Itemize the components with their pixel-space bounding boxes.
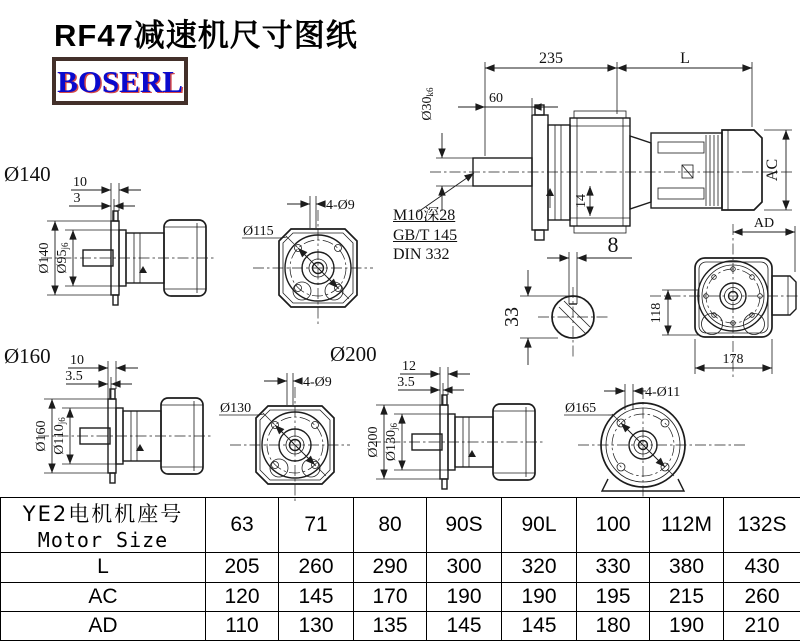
cell: 130 <box>279 611 354 640</box>
cell: 290 <box>354 553 427 582</box>
row-label: L <box>1 553 206 582</box>
motor-size-col: 63 <box>206 498 279 553</box>
cell: 380 <box>650 553 724 582</box>
front-view-dimensions <box>564 384 680 467</box>
dim-flange-spigot: Ø110j6 <box>52 417 67 455</box>
cell: 195 <box>577 582 650 611</box>
header-en: Motor Size <box>37 528 169 553</box>
dim-flange-spigot: Ø130j6 <box>384 422 399 462</box>
cell: 170 <box>354 582 427 611</box>
dim-118: 118 <box>649 302 664 324</box>
dim-flange-thk2: 3.5 <box>65 369 83 384</box>
dim-flange-thk1: 10 <box>73 175 87 190</box>
dim-bolt-holes: 4-Ø9 <box>303 375 332 390</box>
cell: 145 <box>502 611 577 640</box>
thread-standard-gb: GB/T 145 <box>393 226 458 244</box>
cell: 190 <box>650 611 724 640</box>
dim-flange-thk1: 10 <box>70 353 84 368</box>
cell: 260 <box>279 553 354 582</box>
cell: 215 <box>650 582 724 611</box>
dim-flange-spigot: Ø95j6 <box>55 242 70 274</box>
dim-AC: AC <box>764 158 781 182</box>
flange-130-front-view <box>202 367 352 507</box>
section-dimensions <box>501 232 632 365</box>
cell: 260 <box>724 582 800 611</box>
cell: 320 <box>502 553 577 582</box>
header-cn: YE2电机机座号 <box>22 502 184 527</box>
dim-shaft-dia: Ø30k6 <box>420 87 435 121</box>
row-label: AC <box>1 582 206 611</box>
table-row-L <box>1 553 800 582</box>
flange-140-side-view <box>33 173 218 315</box>
motor-size-col: 80 <box>354 498 427 553</box>
assembly-dimensions <box>418 50 792 216</box>
cell: 430 <box>724 553 800 582</box>
cell: 330 <box>577 553 650 582</box>
table-row-AD <box>1 611 800 640</box>
dim-bolt-holes: 4-Ø9 <box>326 198 355 213</box>
brand-logo-text: BOSERL <box>57 63 183 99</box>
motor-size-col: 132S <box>724 498 800 553</box>
dim-flange-thk2: 3.5 <box>397 375 415 390</box>
thread-standard-din: DIN 332 <box>393 246 450 263</box>
cell: 135 <box>354 611 427 640</box>
dim-60: 60 <box>489 91 503 106</box>
motor-size-col: 90S <box>427 498 502 553</box>
page-title: RF47减速机尺寸图纸 <box>54 18 358 53</box>
flange-140-label: Ø140 <box>4 162 51 186</box>
dim-235: 235 <box>539 50 563 67</box>
cell: 180 <box>577 611 650 640</box>
cell: 110 <box>206 611 279 640</box>
cell: 190 <box>427 582 502 611</box>
motor-size-col: 112M <box>650 498 724 553</box>
section-geometry <box>538 287 608 357</box>
motor-size-col: 71 <box>279 498 354 553</box>
cell: 190 <box>502 582 577 611</box>
motor-size-col: 100 <box>577 498 650 553</box>
front-view-geometry <box>578 388 746 498</box>
table-header-row <box>1 498 800 553</box>
row-label: AD <box>1 611 206 640</box>
brand-logo <box>52 57 188 105</box>
shaft-key-section <box>490 222 640 372</box>
cell: 300 <box>427 553 502 582</box>
gearbox-rear-view <box>640 212 800 382</box>
dim-bolt-holes: 4-Ø11 <box>645 385 681 400</box>
dim-bolt-circle: Ø165 <box>565 401 597 416</box>
flange-115-front-view <box>225 190 375 330</box>
dim-key-width: 8 <box>607 232 619 257</box>
cell: 205 <box>206 553 279 582</box>
dim-flange-od: Ø160 <box>34 420 49 452</box>
dim-flange-od: Ø140 <box>37 242 52 274</box>
dim-178: 178 <box>722 352 744 367</box>
flange-160-side-view <box>30 351 215 493</box>
cell: 145 <box>427 611 502 640</box>
dim-key-height: 33 <box>501 307 523 327</box>
cell: 210 <box>724 611 800 640</box>
dim-bolt-circle: Ø115 <box>243 224 274 239</box>
dim-AD: AD <box>753 216 775 231</box>
dim-flange-thk2: 3 <box>73 191 81 206</box>
thread-spec: M10深28 <box>393 207 456 224</box>
table-row-AC <box>1 582 800 611</box>
flange-200-side-view <box>362 357 547 499</box>
dim-bolt-circle: Ø130 <box>220 401 252 416</box>
flange-165-front-view <box>560 370 750 500</box>
motor-size-table <box>0 497 800 641</box>
motor-size-col: 90L <box>502 498 577 553</box>
flange-200-label: Ø200 <box>330 342 377 366</box>
dim-flange-thk1: 12 <box>402 359 416 374</box>
cell: 120 <box>206 582 279 611</box>
flange-160-label: Ø160 <box>4 344 51 368</box>
dim-flange-od: Ø200 <box>366 426 381 458</box>
dim-L: L <box>680 50 690 67</box>
rear-view-dimensions <box>649 216 795 374</box>
cell: 145 <box>279 582 354 611</box>
dim-14: 14 <box>574 194 589 208</box>
table-header-cell <box>1 498 206 553</box>
